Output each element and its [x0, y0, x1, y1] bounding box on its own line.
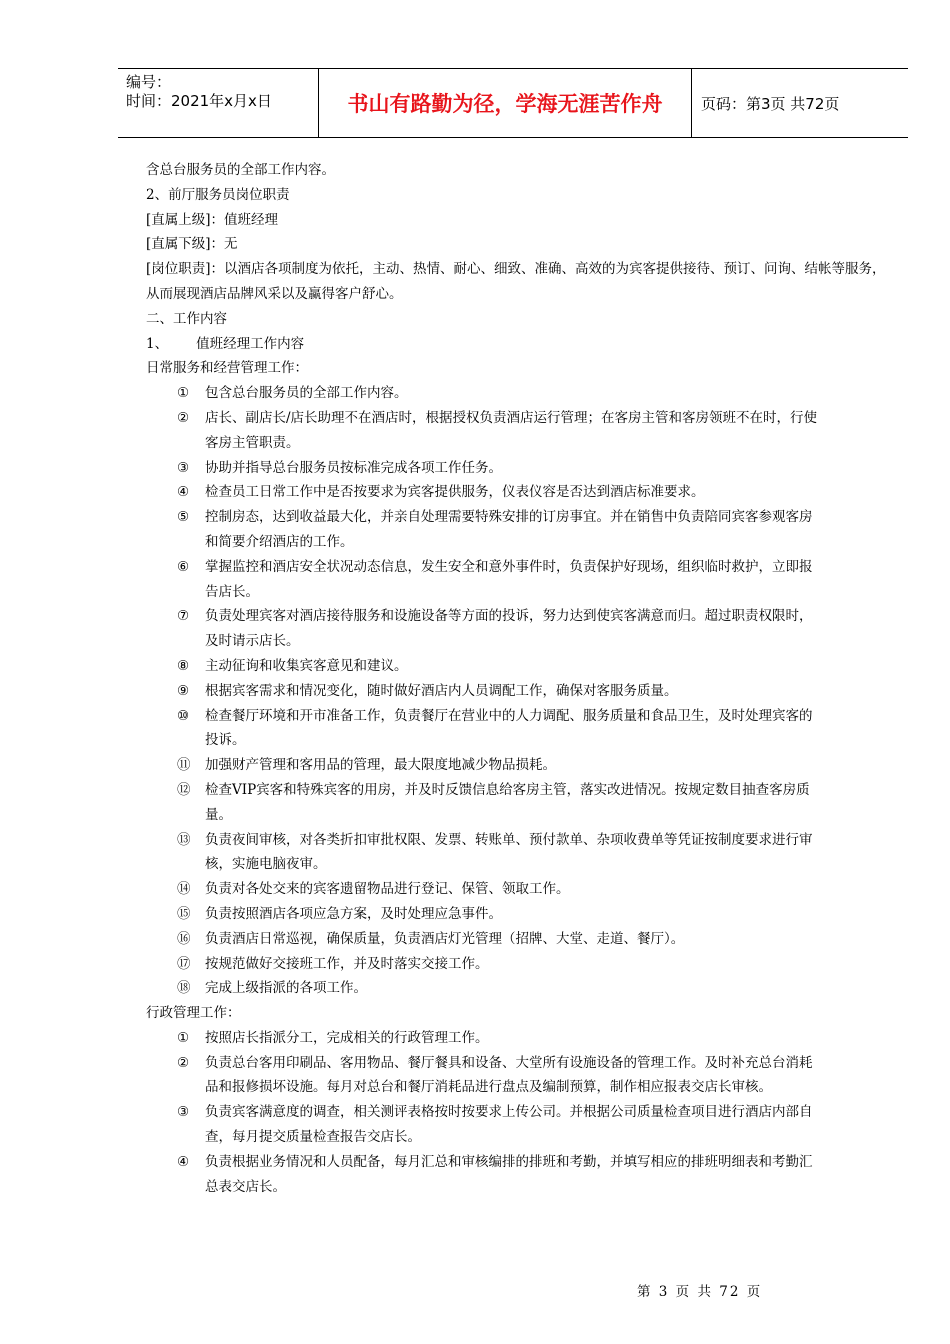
page-header — [118, 68, 908, 138]
list-item-text: 负责宾客满意度的调查，相关测评表格按时按要求上传公司。并根据公司质量检查项目进行酒店内部自查，每月提交质量检查报告交店长。 — [205, 1104, 813, 1146]
direct-superior: [直属上级]：值班经理 — [146, 211, 279, 228]
list-item — [146, 1150, 886, 1200]
list-item-number: ⑯ — [177, 930, 191, 947]
list-item-text: 检查员工日常工作中是否按要求为宾客提供服务，仪表仪容是否达到酒店标准要求。 — [205, 484, 705, 501]
list-item-text: 负责夜间审核，对各类折扣审批权限、发票、转账单、预付款单、杂项收费单等凭证按制度要求进行审核，实施电脑夜审。 — [205, 831, 813, 873]
list-item — [146, 778, 886, 828]
list-item-text: 包含总台服务员的全部工作内容。 — [205, 385, 408, 402]
section-title: 2、前厅服务员岗位职责 — [146, 186, 290, 203]
list-item-number: ⑫ — [177, 781, 191, 798]
list-item-text: 根据宾客需求和情况变化，随时做好酒店内人员调配工作，确保对客服务质量。 — [205, 682, 678, 699]
list-item-text: 检查餐厅环境和开市准备工作，负责餐厅在营业中的人力调配、服务质量和食品卫生，及时处理宾客的投诉。 — [205, 707, 813, 749]
list-item-text: 店长、副店长/店长助理不在酒店时，根据授权负责酒店运行管理；在客房主管和客房领班不在时，行使客房主管职责。 — [205, 409, 818, 451]
list-item — [146, 604, 886, 654]
list-item — [146, 406, 886, 456]
list-item-number: ① — [177, 385, 190, 402]
list-item — [146, 877, 886, 902]
header-motto: 书山有路勤为径，学海无涯苦作舟 — [318, 69, 692, 137]
admin-work-heading: 行政管理工作： — [146, 1005, 241, 1022]
list-item-number: ⑤ — [177, 509, 190, 526]
list-item — [146, 1100, 886, 1150]
list-item-number: ③ — [177, 459, 190, 476]
header-meta — [118, 69, 318, 137]
daily-work-list — [146, 381, 886, 1001]
list-item-number: ⑮ — [177, 905, 191, 922]
list-item-text: 负责根据业务情况和人员配备，每月汇总和审核编排的排班和考勤，并填写相应的排班明细表和考勤汇总表交店长。 — [205, 1153, 813, 1195]
list-item — [146, 381, 886, 406]
list-item-number: ⑭ — [177, 881, 191, 898]
list-item-number: ⑪ — [177, 757, 191, 774]
list-item — [146, 1051, 886, 1101]
daily-work-heading: 日常服务和经营管理工作： — [146, 360, 308, 377]
header-page-number: 页码：第3页 共72页 — [701, 94, 840, 113]
list-item-number: ① — [177, 1029, 190, 1046]
list-item-number: ⑱ — [177, 980, 191, 997]
list-item — [146, 456, 886, 481]
list-item — [146, 828, 886, 878]
list-item — [146, 952, 886, 977]
list-item-text: 按规范做好交接班工作，并及时落实交接工作。 — [205, 955, 489, 972]
list-item — [146, 902, 886, 927]
list-item — [146, 480, 886, 505]
part-heading: 二、工作内容 — [146, 310, 227, 327]
intro-line: 含总台服务员的全部工作内容。 — [146, 162, 335, 178]
list-item-number: ⑧ — [177, 657, 190, 674]
direct-subordinate: [直属下级]：无 — [146, 236, 238, 253]
list-item-number: ⑩ — [177, 707, 190, 724]
list-item-text: 主动征询和收集宾客意见和建议。 — [205, 657, 408, 674]
list-item-number: ⑦ — [177, 608, 190, 625]
list-item-number: ④ — [177, 484, 190, 501]
list-item — [146, 555, 886, 605]
list-item — [146, 927, 886, 952]
list-item — [146, 704, 886, 754]
list-item — [146, 1026, 886, 1051]
list-item-text: 协助并指导总台服务员按标准完成各项工作任务。 — [205, 459, 502, 476]
list-item-text: 负责酒店日常巡视，确保质量，负责酒店灯光管理（招牌、大堂、走道、餐厅）。 — [205, 930, 685, 947]
list-item-number: ⑥ — [177, 558, 190, 575]
list-item-text: 完成上级指派的各项工作。 — [205, 980, 367, 997]
list-item-text: 按照店长指派分工，完成相关的行政管理工作。 — [205, 1029, 489, 1046]
doc-number: 编号： — [126, 73, 172, 91]
document-body — [146, 158, 886, 1199]
list-item — [146, 753, 886, 778]
list-item — [146, 505, 886, 555]
list-item-text: 负责处理宾客对酒店接待服务和设施设备等方面的投诉，努力达到使宾客满意而归。超过职责权限时，及时请示店长。 — [205, 608, 813, 650]
list-item-number: ⑬ — [177, 831, 191, 848]
list-item-number: ⑰ — [177, 955, 191, 972]
job-duties: [岗位职责]：以酒店各项制度为依托，主动、热情、耐心、细致、准确、高效的为宾客提供接待、预订、问询、结帐等服务，从而展现酒店品牌风采以及赢得客户舒心。 — [146, 261, 886, 302]
list-item-text: 负责总台客用印刷品、客用物品、餐厅餐具和设备、大堂所有设施设备的管理工作。及时补充总台消耗品和报修损坏设施。每月对总台和餐厅消耗品进行盘点及编制预算，制作相应报表交店长审核。 — [205, 1054, 813, 1096]
list-item-number: ④ — [177, 1153, 190, 1170]
list-item-number: ⑨ — [177, 682, 190, 699]
page-footer: 第 3 页 共 72 页 — [637, 1284, 763, 1300]
list-item — [146, 654, 886, 679]
list-item-text: 负责按照酒店各项应急方案，及时处理应急事件。 — [205, 905, 502, 922]
list-item-text: 检查VIP宾客和特殊宾客的用房，并及时反馈信息给客房主管，落实改进情况。按规定数目抽查客房质量。 — [205, 781, 810, 823]
list-item-number: ② — [177, 409, 190, 426]
list-item-text: 控制房态，达到收益最大化，并亲自处理需要特殊安排的订房事宜。并在销售中负责陪同宾客参观客房和简要介绍酒店的工作。 — [205, 509, 813, 550]
subsection-title: 值班经理工作内容 — [196, 335, 305, 352]
list-item-number: ② — [177, 1054, 190, 1071]
list-item-text: 加强财产管理和客用品的管理，最大限度地减少物品损耗。 — [205, 757, 556, 774]
list-item-number: ③ — [177, 1104, 190, 1121]
list-item — [146, 976, 886, 1001]
list-item-text: 掌握监控和酒店安全状况动态信息，发生安全和意外事件时，负责保护好现场，组织临时救护，立即报告店长。 — [205, 558, 813, 600]
list-item — [146, 679, 886, 704]
list-item-text: 负责对各处交来的宾客遗留物品进行登记、保管、领取工作。 — [205, 881, 570, 898]
doc-date: 时间：2021年x月x日 — [126, 92, 272, 110]
subsection-heading — [146, 332, 886, 357]
admin-work-list — [146, 1026, 886, 1200]
subsection-number: 1、 — [146, 335, 169, 352]
